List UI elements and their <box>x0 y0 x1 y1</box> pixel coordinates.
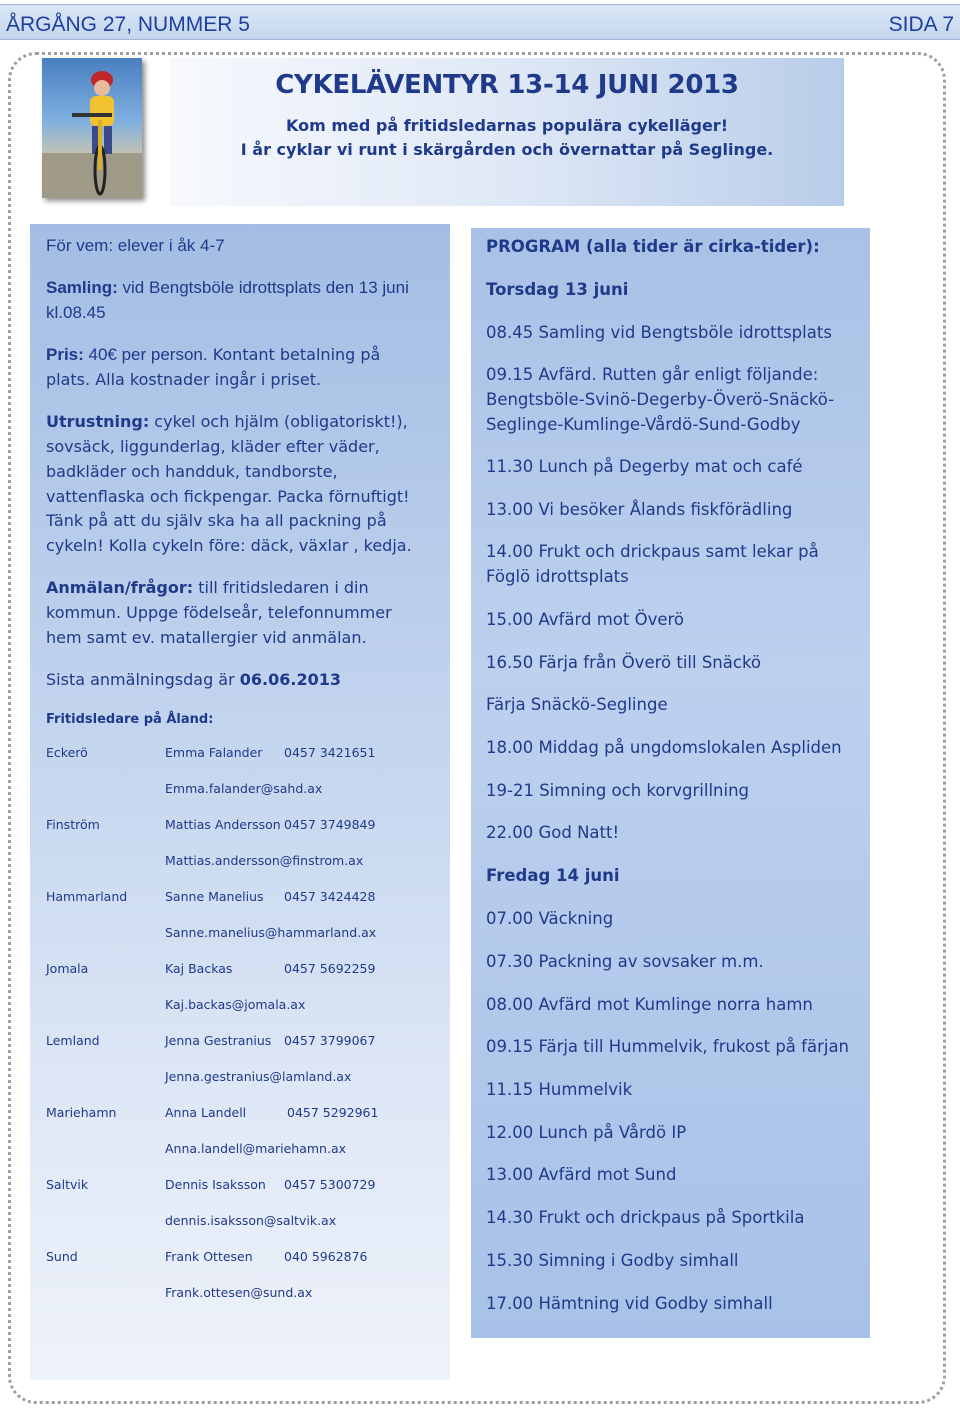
pris-text-2: Kontant betalning på <box>207 345 381 364</box>
program-item: 11.15 Hummelvik <box>486 1080 633 1099</box>
leader-town: Saltvik <box>46 1177 89 1192</box>
leader-town: Hammarland <box>46 889 128 904</box>
program-item: 15.00 Avfärd mot Överö <box>486 610 684 629</box>
title-banner <box>170 58 844 206</box>
for-whom-label: För vem <box>46 236 109 255</box>
program-item: 11.30 Lunch på Degerby mat och café <box>486 457 803 476</box>
leader-phone: 0457 5292961 <box>287 1105 379 1120</box>
leader-email: Anna.landell@mariehamn.ax <box>165 1141 347 1156</box>
pris-line-2: plats. Alla kostnader ingår i priset. <box>46 370 322 389</box>
leader-name: Mattias Andersson <box>165 817 281 832</box>
program-item: 08.00 Avfärd mot Kumlinge norra hamn <box>486 995 813 1014</box>
leader-phone: 0457 3749849 <box>284 817 376 832</box>
utrustning-line: sovsäck, liggunderlag, kläder efter väder, <box>46 437 380 456</box>
program-item: 13.00 Avfärd mot Sund <box>486 1165 677 1184</box>
cyclist-photo <box>42 58 142 198</box>
program-item: 19-21 Simning och korvgrillning <box>486 781 750 800</box>
anmalan <box>46 575 446 600</box>
leader-phone: 0457 3424428 <box>284 889 376 904</box>
leader-town: Finström <box>46 817 100 832</box>
leader-town: Lemland <box>46 1033 100 1048</box>
leader-name: Frank Ottesen <box>165 1249 253 1264</box>
leader-town: Sund <box>46 1249 78 1264</box>
leader-email: Frank.ottesen@sund.ax <box>165 1285 313 1300</box>
utrustning-line: badkläder och handduk, tandborste, <box>46 462 338 481</box>
program-heading: PROGRAM (alla tider är cirka-tider): <box>486 237 820 256</box>
anmalan-line: kommun. Uppge födelseår, telefonnummer <box>46 603 392 622</box>
leader-town: Mariehamn <box>46 1105 117 1120</box>
leader-name: Jenna Gestranius <box>165 1033 272 1048</box>
page-number: SIDA 7 <box>888 13 954 36</box>
subtitle-line-2: I år cyklar vi runt i skärgården och övernattar på Seglinge. <box>240 140 774 159</box>
utrustning-line: vattenflaska och fickpengar. Packa förnuftigt! <box>46 487 410 506</box>
program-item: 14.00 Frukt och drickpaus samt lekar på <box>486 542 819 561</box>
samling-text: vid Bengtsböle idrottsplats den 13 juni <box>117 278 409 297</box>
samling <box>46 275 446 300</box>
leader-phone: 0457 3799067 <box>284 1033 376 1048</box>
program-item: Bengtsböle-Svinö-Degerby-Överö-Snäckö- <box>486 390 835 409</box>
pris-text: 40€ per person. <box>83 345 208 364</box>
program-item: Färja Snäckö-Seglinge <box>486 695 668 714</box>
leader-name: Anna Landell <box>165 1105 247 1120</box>
leader-phone: 040 5962876 <box>284 1249 368 1264</box>
program-item: 08.45 Samling vid Bengtsböle idrottsplats <box>486 323 832 342</box>
day-heading: Fredag 14 juni <box>486 866 620 885</box>
samling-line-2: kl.08.45 <box>46 303 106 322</box>
utrustning <box>46 409 446 434</box>
leaders-heading: Fritidsledare på Åland: <box>46 712 214 727</box>
leader-email: Mattias.andersson@finstrom.ax <box>165 853 364 868</box>
utrustning-line: Tänk på att du själv ska ha all packning på <box>46 511 387 530</box>
for-whom-text: : elever i åk 4-7 <box>108 236 225 255</box>
leader-phone: 0457 5692259 <box>284 961 376 976</box>
for-whom <box>46 233 446 258</box>
program-item: Seglinge-Kumlinge-Vårdö-Sund-Godby <box>486 415 801 434</box>
program-item: 09.15 Avfärd. Rutten går enligt följande: <box>486 365 819 384</box>
leader-name: Emma Falander <box>165 745 263 760</box>
program-item: 16.50 Färja från Överö till Snäckö <box>486 653 762 672</box>
pris <box>46 342 446 367</box>
deadline-text: Sista anmälningsdag är <box>46 670 240 689</box>
program-item: 15.30 Simning i Godby simhall <box>486 1251 739 1270</box>
leader-phone: 0457 5300729 <box>284 1177 376 1192</box>
anmalan-text: till fritidsledaren i din <box>193 578 369 597</box>
utrustning-text: cykel och hjälm (obligatoriskt!), <box>149 412 408 431</box>
info-panel <box>30 224 450 1380</box>
leader-email: Emma.falander@sahd.ax <box>165 781 323 796</box>
leader-town: Eckerö <box>46 745 88 760</box>
leader-phone: 0457 3421651 <box>284 745 376 760</box>
program-item: 07.00 Väckning <box>486 909 614 928</box>
leader-name: Sanne Manelius <box>165 889 264 904</box>
program-item: 22.00 God Natt! <box>486 823 620 842</box>
program-item: 09.15 Färja till Hummelvik, frukost på färjan <box>486 1037 850 1056</box>
utrustning-line: cykeln! Kolla cykeln före: däck, växlar , kedja. <box>46 536 412 555</box>
program-item: 17.00 Hämtning vid Godby simhall <box>486 1294 773 1313</box>
program-item: 18.00 Middag på ungdomslokalen Aspliden <box>486 738 842 757</box>
leader-email: Jenna.gestranius@lamland.ax <box>165 1069 352 1084</box>
program-item: 07.30 Packning av sovsaker m.m. <box>486 952 764 971</box>
subtitle-line-1: Kom med på fritidsledarnas populära cykelläger! <box>286 116 728 135</box>
day-heading: Torsdag 13 juni <box>486 280 629 299</box>
issue-label: ÅRGÅNG 27, NUMMER 5 <box>6 13 250 36</box>
leader-town: Jomala <box>46 961 89 976</box>
deadline <box>46 667 446 692</box>
program-item: 12.00 Lunch på Vårdö IP <box>486 1123 687 1142</box>
pris-label: Pris: <box>46 345 84 364</box>
anmalan-line: hem samt ev. matallergier vid anmälan. <box>46 628 367 647</box>
anmalan-label: Anmälan/frågor: <box>46 578 194 597</box>
program-item: 13.00 Vi besöker Ålands fiskförädling <box>486 500 793 519</box>
leader-name: Kaj Backas <box>165 961 233 976</box>
program-item: 14.30 Frukt och drickpaus på Sportkila <box>486 1208 805 1227</box>
deadline-date: 06.06.2013 <box>239 670 341 689</box>
leader-name: Dennis Isaksson <box>165 1177 266 1192</box>
page-title: CYKELÄVENTYR 13-14 JUNI 2013 <box>275 70 739 100</box>
samling-label: Samling: <box>46 278 118 297</box>
page-header <box>0 4 960 40</box>
utrustning-label: Utrustning: <box>46 412 150 431</box>
leader-email: dennis.isaksson@saltvik.ax <box>165 1213 337 1228</box>
leader-email: Sanne.manelius@hammarland.ax <box>165 925 377 940</box>
leader-email: Kaj.backas@jomala.ax <box>165 997 306 1012</box>
program-item: Föglö idrottsplats <box>486 567 629 586</box>
